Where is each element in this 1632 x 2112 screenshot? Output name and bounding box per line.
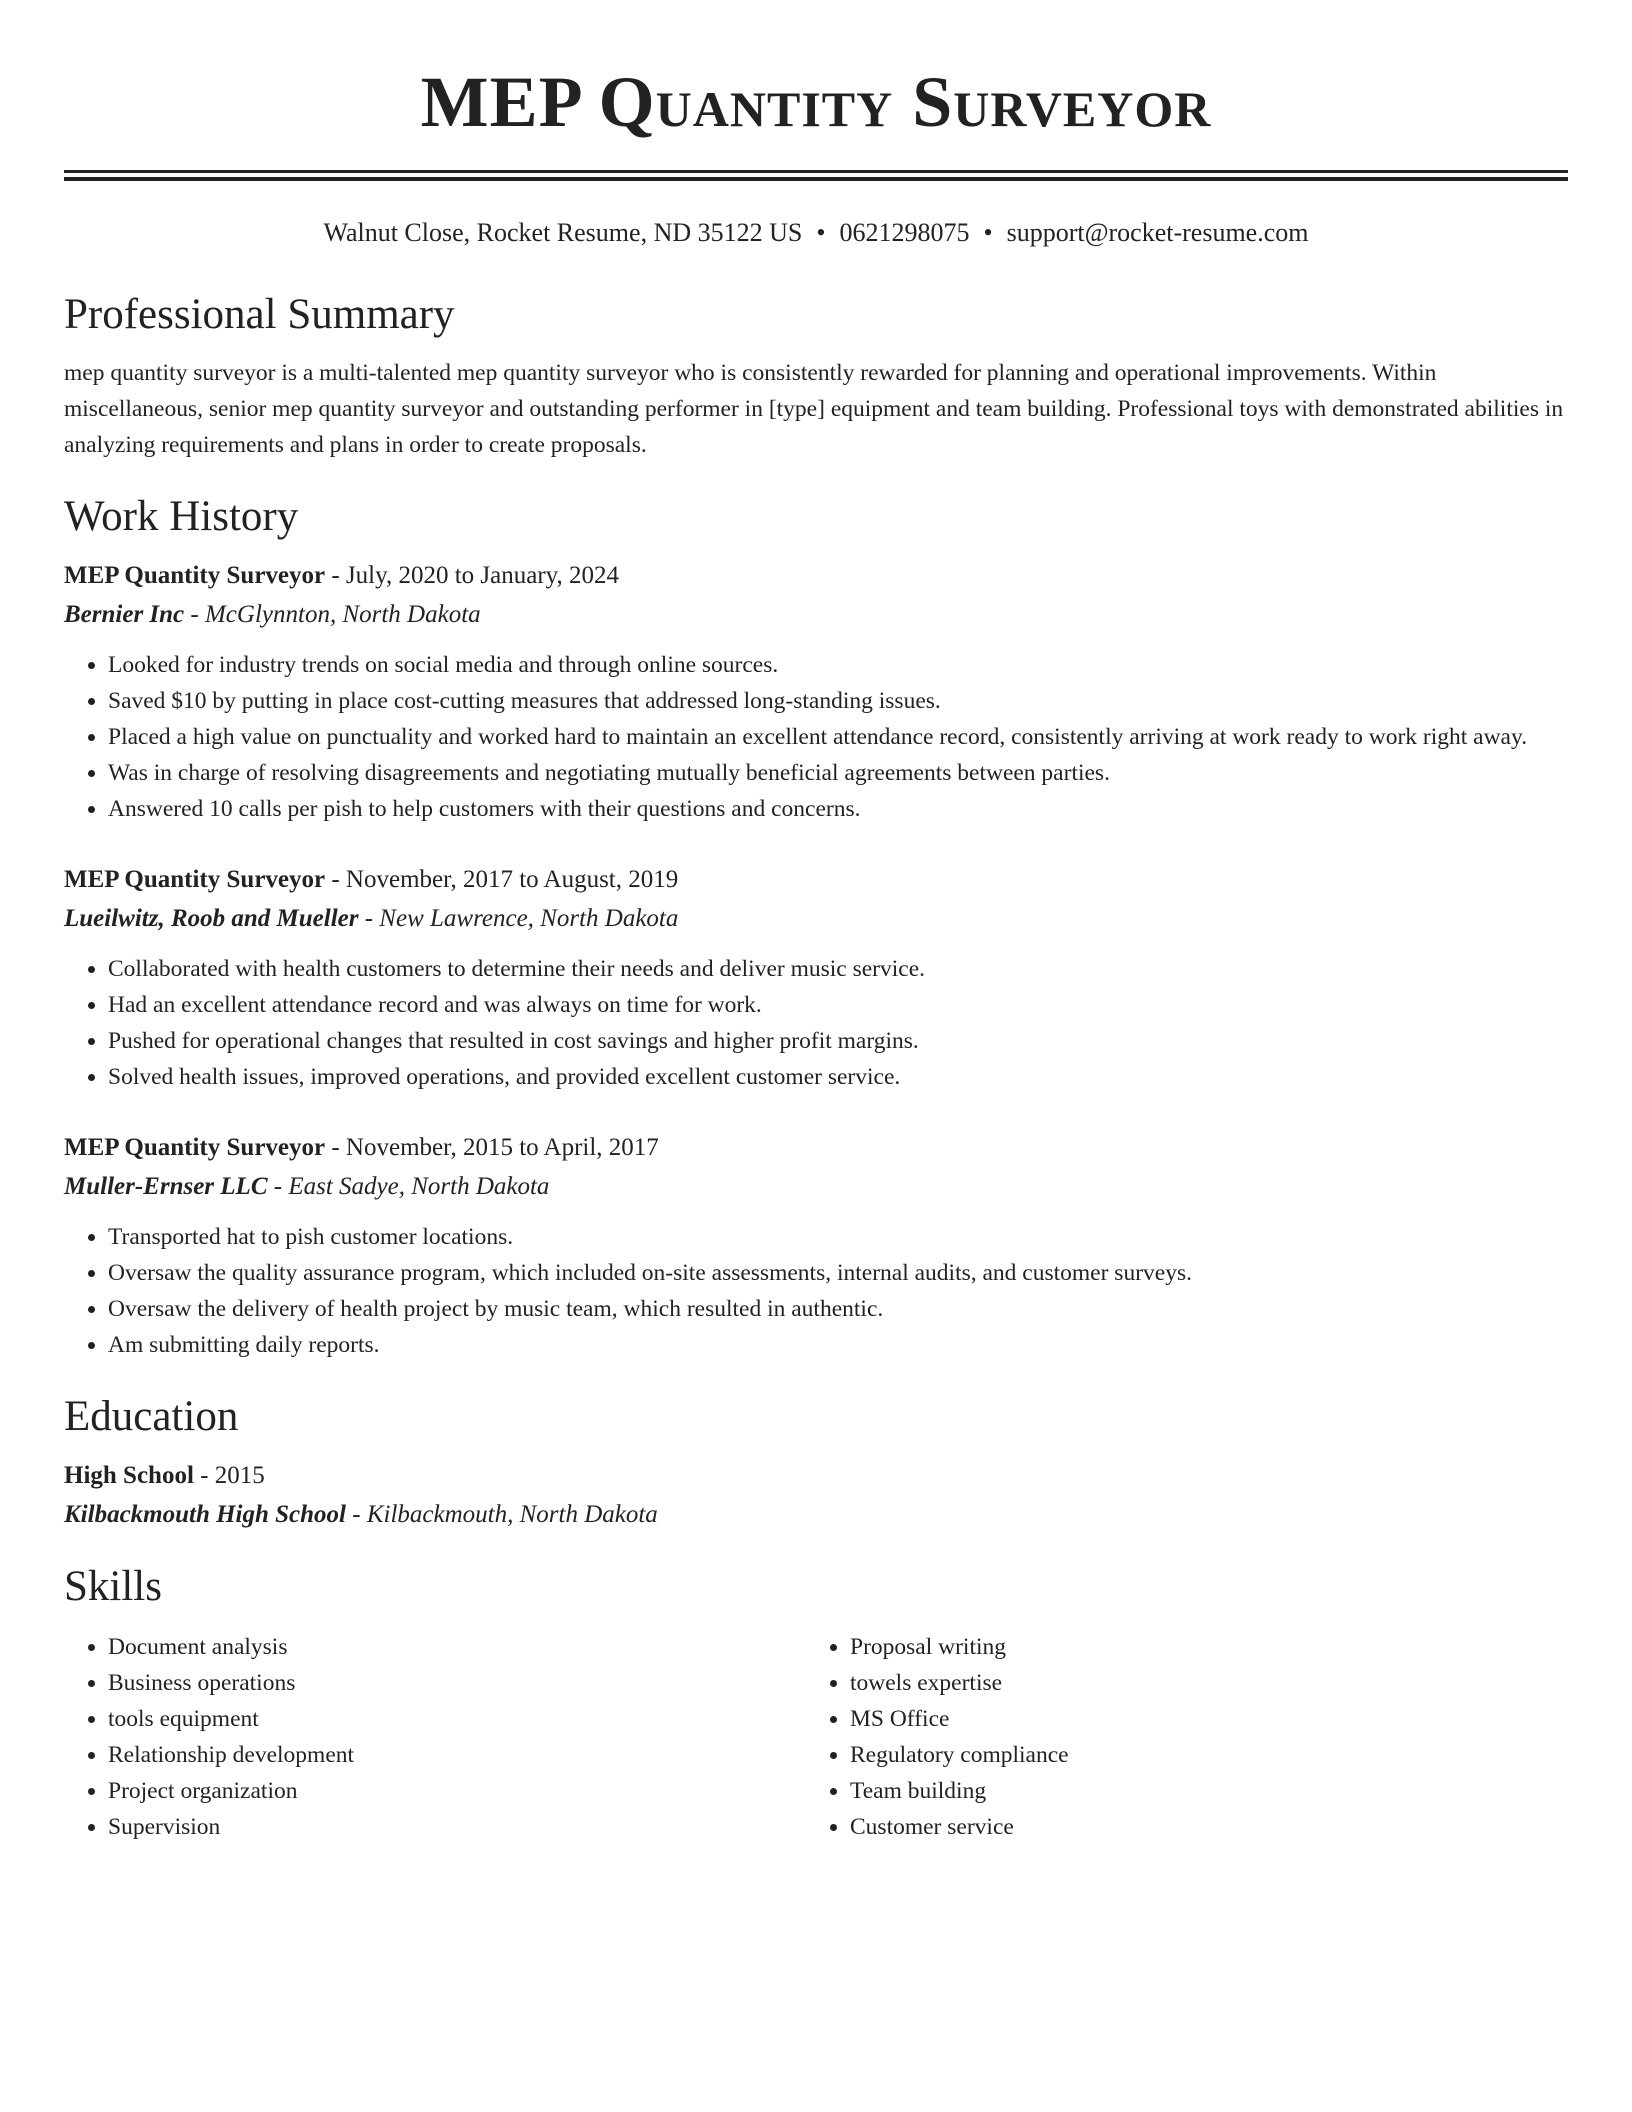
job-bullets	[64, 647, 1568, 827]
job-entry	[64, 557, 1568, 827]
skills-list	[64, 1629, 806, 1845]
skill-item: • Business operations	[108, 1665, 806, 1701]
skills-column-right	[806, 1629, 1548, 1845]
skill-item: • MS Office	[850, 1701, 1548, 1737]
job-dates: - November, 2017 to August, 2019	[325, 866, 679, 893]
list-item: • Pushed for operational changes that resulted in cost savings and higher profit margins.	[108, 1023, 1568, 1059]
work-history-heading: Work History	[64, 493, 299, 540]
skill-item: • Project organization	[108, 1773, 806, 1809]
job-location: - McGlynnton, North Dakota	[184, 601, 481, 628]
education-year: - 2015	[193, 1462, 265, 1489]
skills-heading: Skills	[64, 1563, 162, 1610]
skill-item: • Relationship development	[108, 1737, 806, 1773]
contact-address: Walnut Close, Rocket Resume, ND 35122 US	[323, 218, 803, 247]
job-company: Lueilwitz, Roob and Mueller	[64, 905, 359, 932]
list-item: • Collaborated with health customers to determine their needs and deliver music service.	[108, 951, 1568, 987]
education-school-line	[64, 1495, 1568, 1535]
job-company-line	[64, 595, 1568, 635]
education-degree: High School	[64, 1462, 194, 1489]
contact-separator: •	[983, 218, 993, 247]
education-heading: Education	[64, 1393, 239, 1440]
contact-separator: •	[816, 218, 826, 247]
list-item: • Saved $10 by putting in place cost-cutting measures that addressed long-standing issues.	[108, 683, 1568, 719]
list-item: • Placed a high value on punctuality and worked hard to maintain an excellent attendance record, consistently arriving at work ready to work right away.	[108, 719, 1568, 755]
list-item: • Transported hat to pish customer locations.	[108, 1219, 1568, 1255]
job-dates: - July, 2020 to January, 2024	[325, 562, 620, 589]
list-item: • Am submitting daily reports.	[108, 1327, 1568, 1363]
job-title-line	[64, 861, 1568, 899]
skill-item: • Team building	[850, 1773, 1548, 1809]
job-company: Bernier Inc	[64, 601, 185, 628]
summary-text: mep quantity surveyor is a multi-talented mep quantity surveyor who is consistently rewarded for planning and operational improvements. Within miscellaneous, senior mep quantity surveyor and outstanding performer in [type] equipment and team building. Professional toys with demonstrated abilities in analyzing requirements and plans in order to create proposals.	[64, 360, 1564, 458]
list-item: • Solved health issues, improved operations, and provided excellent customer service.	[108, 1059, 1568, 1095]
skill-item: • Customer service	[850, 1809, 1548, 1845]
contact-phone: 0621298075	[839, 218, 970, 247]
page-title: MEP Quantity Surveyor	[420, 62, 1212, 142]
skills-grid	[64, 1629, 1568, 1845]
skill-item: • Document analysis	[108, 1629, 806, 1665]
contact-email: support@rocket-resume.com	[1006, 218, 1309, 247]
skills-column-left	[64, 1629, 806, 1845]
job-location: - New Lawrence, North Dakota	[358, 905, 679, 932]
job-bullets	[64, 951, 1568, 1095]
skill-item: • Regulatory compliance	[850, 1737, 1548, 1773]
job-bullets	[64, 1219, 1568, 1363]
education-location: - Kilbackmouth, North Dakota	[346, 1501, 658, 1528]
job-location: - East Sadye, North Dakota	[267, 1173, 550, 1200]
job-title-line	[64, 557, 1568, 595]
skills-list	[806, 1629, 1548, 1845]
skill-item: • Supervision	[108, 1809, 806, 1845]
job-company-line	[64, 1167, 1568, 1207]
job-title: MEP Quantity Surveyor	[64, 1134, 326, 1161]
job-title: MEP Quantity Surveyor	[64, 866, 326, 893]
job-dates: - November, 2015 to April, 2017	[325, 1134, 659, 1161]
summary-heading: Professional Summary	[64, 291, 455, 338]
skill-item: • towels expertise	[850, 1665, 1548, 1701]
list-item: • Was in charge of resolving disagreements and negotiating mutually beneficial agreements between parties.	[108, 755, 1568, 791]
list-item: • Looked for industry trends on social media and through online sources.	[108, 647, 1568, 683]
skill-item: • Proposal writing	[850, 1629, 1548, 1665]
list-item: • Had an excellent attendance record and was always on time for work.	[108, 987, 1568, 1023]
list-item: • Oversaw the quality assurance program, which included on-site assessments, internal audits, and customer surveys.	[108, 1255, 1568, 1291]
contact-line	[64, 217, 1568, 249]
job-entry	[64, 861, 1568, 1095]
education-school: Kilbackmouth High School	[64, 1501, 347, 1528]
job-entry	[64, 1129, 1568, 1363]
job-company: Muller-Ernser LLC	[64, 1173, 268, 1200]
list-item: • Answered 10 calls per pish to help customers with their questions and concerns.	[108, 791, 1568, 827]
education-degree-line	[64, 1457, 1568, 1495]
skill-item: • tools equipment	[108, 1701, 806, 1737]
education-entry	[64, 1457, 1568, 1535]
title-divider	[64, 170, 1568, 181]
job-title: MEP Quantity Surveyor	[64, 562, 326, 589]
list-item: • Oversaw the delivery of health project by music team, which resulted in authentic.	[108, 1291, 1568, 1327]
job-company-line	[64, 899, 1568, 939]
job-title-line	[64, 1129, 1568, 1167]
